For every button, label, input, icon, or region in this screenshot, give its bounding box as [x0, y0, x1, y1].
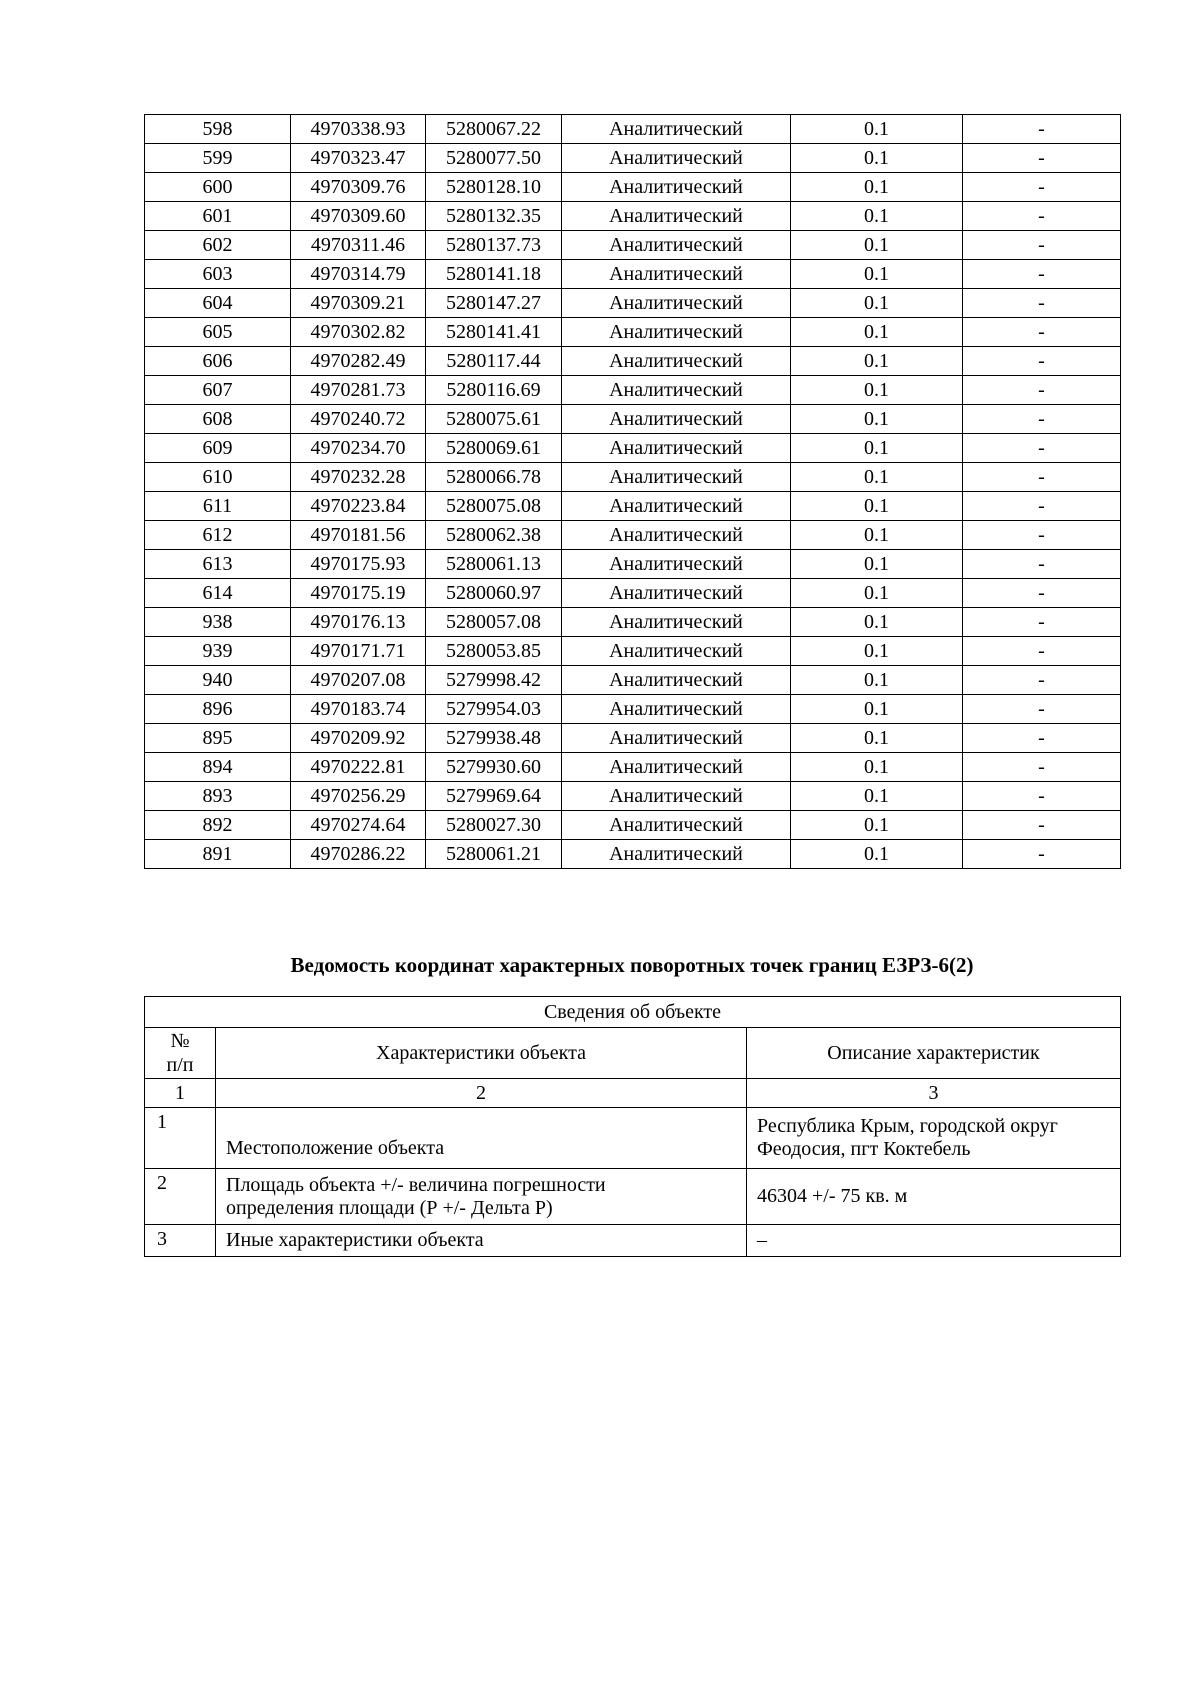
- note-cell: -: [963, 144, 1121, 173]
- note-cell: -: [963, 376, 1121, 405]
- y-coordinate-cell: 5280141.41: [426, 318, 562, 347]
- method-cell: Аналитический: [562, 231, 791, 260]
- table-row: [145, 231, 1121, 260]
- info-row-characteristic: [216, 1225, 747, 1257]
- method-cell: Аналитический: [562, 463, 791, 492]
- method-cell: Аналитический: [562, 202, 791, 231]
- column-number: 3: [747, 1079, 1121, 1108]
- method-cell: Аналитический: [562, 782, 791, 811]
- accuracy-cell: 0.1: [791, 289, 963, 318]
- method-cell: Аналитический: [562, 695, 791, 724]
- accuracy-cell: 0.1: [791, 260, 963, 289]
- point-number-cell: 894: [145, 753, 291, 782]
- x-coordinate-cell: 4970323.47: [291, 144, 426, 173]
- info-row-characteristic: [216, 1108, 747, 1169]
- y-coordinate-cell: 5280132.35: [426, 202, 562, 231]
- y-coordinate-cell: 5280066.78: [426, 463, 562, 492]
- coordinates-table: [144, 114, 1121, 869]
- table-row: [145, 666, 1121, 695]
- table-row: [145, 318, 1121, 347]
- x-coordinate-cell: 4970175.19: [291, 579, 426, 608]
- point-number-cell: 598: [145, 115, 291, 144]
- point-number-cell: 600: [145, 173, 291, 202]
- x-coordinate-cell: 4970311.46: [291, 231, 426, 260]
- note-cell: -: [963, 608, 1121, 637]
- point-number-cell: 601: [145, 202, 291, 231]
- y-coordinate-cell: 5280061.21: [426, 840, 562, 869]
- accuracy-cell: 0.1: [791, 695, 963, 724]
- info-row-number: 3: [145, 1225, 216, 1257]
- table-row: [145, 753, 1121, 782]
- x-coordinate-cell: 4970234.70: [291, 434, 426, 463]
- accuracy-cell: 0.1: [791, 840, 963, 869]
- y-coordinate-cell: 5280077.50: [426, 144, 562, 173]
- table-row: [145, 289, 1121, 318]
- accuracy-cell: 0.1: [791, 376, 963, 405]
- accuracy-cell: 0.1: [791, 637, 963, 666]
- column-number: 1: [145, 1079, 216, 1108]
- note-cell: -: [963, 260, 1121, 289]
- accuracy-cell: 0.1: [791, 666, 963, 695]
- x-coordinate-cell: 4970171.71: [291, 637, 426, 666]
- column-number: 2: [216, 1079, 747, 1108]
- note-cell: -: [963, 637, 1121, 666]
- method-cell: Аналитический: [562, 260, 791, 289]
- accuracy-cell: 0.1: [791, 115, 963, 144]
- y-coordinate-cell: 5280117.44: [426, 347, 562, 376]
- note-cell: -: [963, 347, 1121, 376]
- x-coordinate-cell: 4970338.93: [291, 115, 426, 144]
- x-coordinate-cell: 4970256.29: [291, 782, 426, 811]
- method-cell: Аналитический: [562, 550, 791, 579]
- y-coordinate-cell: 5280060.97: [426, 579, 562, 608]
- method-cell: Аналитический: [562, 521, 791, 550]
- accuracy-cell: 0.1: [791, 753, 963, 782]
- table-row: [145, 695, 1121, 724]
- info-header-row: [145, 1028, 1121, 1079]
- table-row: [145, 260, 1121, 289]
- note-cell: -: [963, 782, 1121, 811]
- info-row-characteristic: [216, 1169, 747, 1225]
- point-number-cell: 605: [145, 318, 291, 347]
- note-cell: -: [963, 695, 1121, 724]
- table-row: [145, 405, 1121, 434]
- point-number-cell: 609: [145, 434, 291, 463]
- accuracy-cell: 0.1: [791, 405, 963, 434]
- point-number-cell: 613: [145, 550, 291, 579]
- info-row-number: 2: [145, 1169, 216, 1225]
- method-cell: Аналитический: [562, 753, 791, 782]
- info-caption-row: [145, 997, 1121, 1028]
- header-number-line2: п/п: [166, 1054, 194, 1076]
- accuracy-cell: 0.1: [791, 608, 963, 637]
- note-cell: -: [963, 463, 1121, 492]
- note-cell: -: [963, 318, 1121, 347]
- table-row: [145, 782, 1121, 811]
- header-description: Описание характеристик: [747, 1028, 1121, 1079]
- table-row: [145, 463, 1121, 492]
- table-row: [145, 202, 1121, 231]
- characteristic-line: Иные характеристики объекта: [226, 1229, 484, 1251]
- method-cell: Аналитический: [562, 347, 791, 376]
- y-coordinate-cell: 5280075.08: [426, 492, 562, 521]
- x-coordinate-cell: 4970232.28: [291, 463, 426, 492]
- accuracy-cell: 0.1: [791, 144, 963, 173]
- note-cell: -: [963, 492, 1121, 521]
- point-number-cell: 892: [145, 811, 291, 840]
- table-row: [145, 144, 1121, 173]
- method-cell: Аналитический: [562, 376, 791, 405]
- method-cell: Аналитический: [562, 144, 791, 173]
- characteristic-line: определения площади (Р +/- Дельта Р): [226, 1196, 553, 1219]
- x-coordinate-cell: 4970309.60: [291, 202, 426, 231]
- characteristic-line: Площадь объекта +/- величина погрешности: [226, 1173, 606, 1196]
- x-coordinate-cell: 4970309.76: [291, 173, 426, 202]
- info-row: [145, 1169, 1121, 1225]
- point-number-cell: 895: [145, 724, 291, 753]
- y-coordinate-cell: 5280061.13: [426, 550, 562, 579]
- info-row-number: 1: [145, 1108, 216, 1169]
- table-row: [145, 840, 1121, 869]
- point-number-cell: 610: [145, 463, 291, 492]
- y-coordinate-cell: 5279930.60: [426, 753, 562, 782]
- info-row-description: [747, 1225, 1121, 1257]
- note-cell: -: [963, 811, 1121, 840]
- coordinates-table-body: [145, 115, 1121, 869]
- method-cell: Аналитический: [562, 318, 791, 347]
- header-number: [145, 1028, 216, 1079]
- method-cell: Аналитический: [562, 608, 791, 637]
- accuracy-cell: 0.1: [791, 173, 963, 202]
- y-coordinate-cell: 5280057.08: [426, 608, 562, 637]
- x-coordinate-cell: 4970175.93: [291, 550, 426, 579]
- note-cell: -: [963, 753, 1121, 782]
- table-row: [145, 637, 1121, 666]
- description-line: Феодосия, пгт Коктебель: [757, 1138, 971, 1160]
- point-number-cell: 893: [145, 782, 291, 811]
- method-cell: Аналитический: [562, 840, 791, 869]
- info-table-caption: Сведения об объекте: [145, 997, 1121, 1028]
- y-coordinate-cell: 5280116.69: [426, 376, 562, 405]
- note-cell: -: [963, 115, 1121, 144]
- point-number-cell: 939: [145, 637, 291, 666]
- y-coordinate-cell: 5280067.22: [426, 115, 562, 144]
- y-coordinate-cell: 5280147.27: [426, 289, 562, 318]
- x-coordinate-cell: 4970183.74: [291, 695, 426, 724]
- info-row-description: [747, 1169, 1121, 1225]
- table-row: [145, 550, 1121, 579]
- accuracy-cell: 0.1: [791, 202, 963, 231]
- note-cell: -: [963, 521, 1121, 550]
- note-cell: -: [963, 550, 1121, 579]
- y-coordinate-cell: 5280137.73: [426, 231, 562, 260]
- accuracy-cell: 0.1: [791, 318, 963, 347]
- accuracy-cell: 0.1: [791, 492, 963, 521]
- note-cell: -: [963, 579, 1121, 608]
- table-row: [145, 608, 1121, 637]
- note-cell: -: [963, 434, 1121, 463]
- x-coordinate-cell: 4970314.79: [291, 260, 426, 289]
- accuracy-cell: 0.1: [791, 811, 963, 840]
- method-cell: Аналитический: [562, 492, 791, 521]
- note-cell: -: [963, 666, 1121, 695]
- header-number-line1: №: [170, 1030, 190, 1052]
- description-line: Республика Крым, городской округ: [757, 1115, 1058, 1137]
- method-cell: Аналитический: [562, 579, 791, 608]
- characteristic-line: Местоположение объекта: [226, 1137, 445, 1159]
- object-info-table: [144, 996, 1121, 1257]
- method-cell: Аналитический: [562, 666, 791, 695]
- x-coordinate-cell: 4970223.84: [291, 492, 426, 521]
- point-number-cell: 608: [145, 405, 291, 434]
- method-cell: Аналитический: [562, 724, 791, 753]
- y-coordinate-cell: 5280027.30: [426, 811, 562, 840]
- x-coordinate-cell: 4970282.49: [291, 347, 426, 376]
- note-cell: -: [963, 289, 1121, 318]
- header-characteristics: Характеристики объекта: [216, 1028, 747, 1079]
- description-line: –: [757, 1229, 767, 1251]
- table-row: [145, 347, 1121, 376]
- accuracy-cell: 0.1: [791, 550, 963, 579]
- note-cell: -: [963, 231, 1121, 260]
- y-coordinate-cell: 5279998.42: [426, 666, 562, 695]
- accuracy-cell: 0.1: [791, 782, 963, 811]
- note-cell: -: [963, 173, 1121, 202]
- point-number-cell: 602: [145, 231, 291, 260]
- info-row-description: [747, 1108, 1121, 1169]
- table-row: [145, 492, 1121, 521]
- y-coordinate-cell: 5279938.48: [426, 724, 562, 753]
- accuracy-cell: 0.1: [791, 724, 963, 753]
- method-cell: Аналитический: [562, 115, 791, 144]
- y-coordinate-cell: 5280053.85: [426, 637, 562, 666]
- accuracy-cell: 0.1: [791, 521, 963, 550]
- y-coordinate-cell: 5280075.61: [426, 405, 562, 434]
- x-coordinate-cell: 4970181.56: [291, 521, 426, 550]
- x-coordinate-cell: 4970309.21: [291, 289, 426, 318]
- y-coordinate-cell: 5279954.03: [426, 695, 562, 724]
- y-coordinate-cell: 5280128.10: [426, 173, 562, 202]
- description-line: 46304 +/- 75 кв. м: [757, 1185, 908, 1207]
- method-cell: Аналитический: [562, 405, 791, 434]
- x-coordinate-cell: 4970274.64: [291, 811, 426, 840]
- table-row: [145, 434, 1121, 463]
- method-cell: Аналитический: [562, 637, 791, 666]
- note-cell: -: [963, 202, 1121, 231]
- table-row: [145, 115, 1121, 144]
- note-cell: -: [963, 724, 1121, 753]
- section-title: Ведомость координат характерных поворотных точек границ ЕЗРЗ-6(2): [290, 953, 974, 977]
- x-coordinate-cell: 4970176.13: [291, 608, 426, 637]
- point-number-cell: 940: [145, 666, 291, 695]
- x-coordinate-cell: 4970281.73: [291, 376, 426, 405]
- method-cell: Аналитический: [562, 434, 791, 463]
- y-coordinate-cell: 5280069.61: [426, 434, 562, 463]
- x-coordinate-cell: 4970286.22: [291, 840, 426, 869]
- table-row: [145, 724, 1121, 753]
- point-number-cell: 891: [145, 840, 291, 869]
- x-coordinate-cell: 4970222.81: [291, 753, 426, 782]
- point-number-cell: 612: [145, 521, 291, 550]
- point-number-cell: 614: [145, 579, 291, 608]
- note-cell: -: [963, 405, 1121, 434]
- accuracy-cell: 0.1: [791, 231, 963, 260]
- accuracy-cell: 0.1: [791, 434, 963, 463]
- point-number-cell: 896: [145, 695, 291, 724]
- note-cell: -: [963, 840, 1121, 869]
- x-coordinate-cell: 4970209.92: [291, 724, 426, 753]
- table-row: [145, 521, 1121, 550]
- column-numbers-row: [145, 1079, 1121, 1108]
- point-number-cell: 938: [145, 608, 291, 637]
- x-coordinate-cell: 4970207.08: [291, 666, 426, 695]
- point-number-cell: 603: [145, 260, 291, 289]
- accuracy-cell: 0.1: [791, 347, 963, 376]
- y-coordinate-cell: 5279969.64: [426, 782, 562, 811]
- y-coordinate-cell: 5280141.18: [426, 260, 562, 289]
- point-number-cell: 606: [145, 347, 291, 376]
- table-row: [145, 579, 1121, 608]
- point-number-cell: 604: [145, 289, 291, 318]
- info-row: [145, 1225, 1121, 1257]
- method-cell: Аналитический: [562, 811, 791, 840]
- info-row: [145, 1108, 1121, 1169]
- table-row: [145, 173, 1121, 202]
- point-number-cell: 611: [145, 492, 291, 521]
- accuracy-cell: 0.1: [791, 463, 963, 492]
- method-cell: Аналитический: [562, 289, 791, 318]
- method-cell: Аналитический: [562, 173, 791, 202]
- point-number-cell: 599: [145, 144, 291, 173]
- table-row: [145, 376, 1121, 405]
- x-coordinate-cell: 4970240.72: [291, 405, 426, 434]
- table-row: [145, 811, 1121, 840]
- accuracy-cell: 0.1: [791, 579, 963, 608]
- point-number-cell: 607: [145, 376, 291, 405]
- y-coordinate-cell: 5280062.38: [426, 521, 562, 550]
- x-coordinate-cell: 4970302.82: [291, 318, 426, 347]
